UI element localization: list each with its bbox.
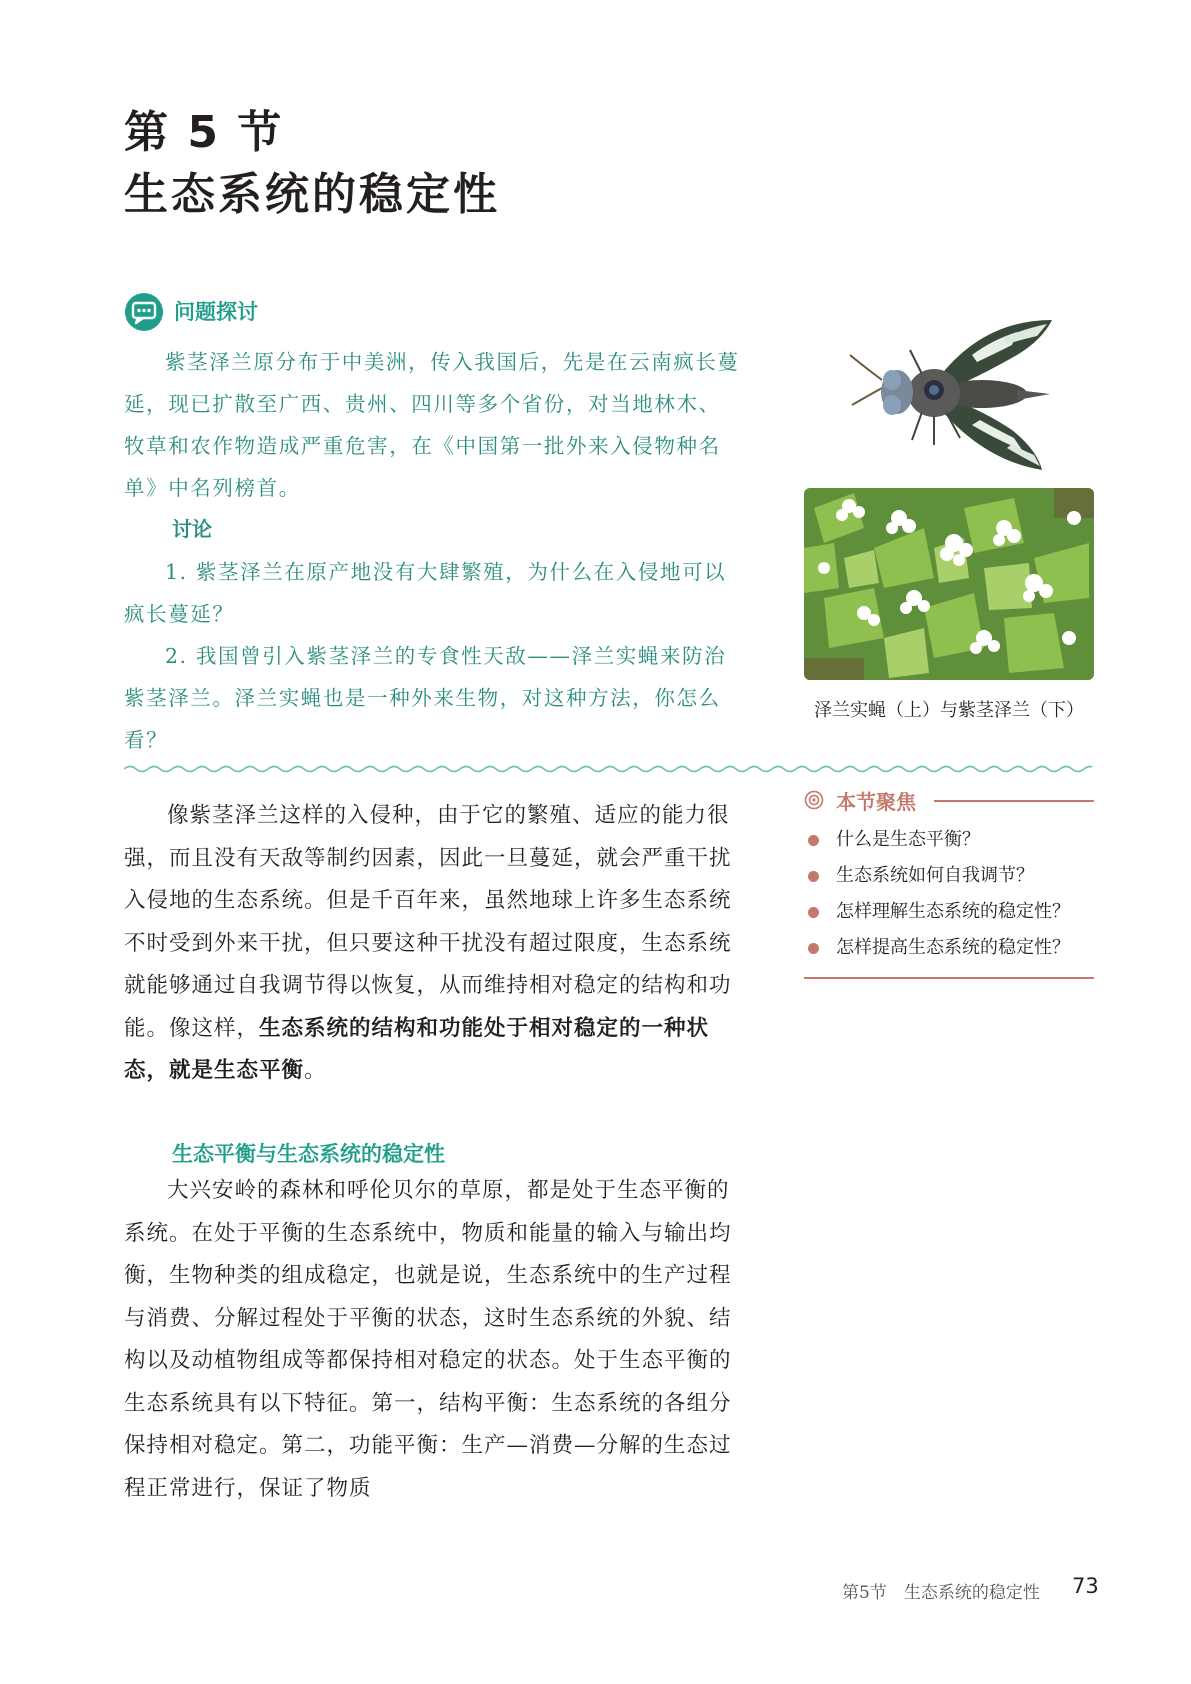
focus-item [804, 930, 1094, 966]
bullet-dot-icon [808, 835, 819, 846]
focus-title: 本节聚焦 [836, 790, 916, 814]
discussion-question-1: 1. 紫茎泽兰在原产地没有大肆繁殖，为什么在入侵地可以疯长蔓延？ [124, 560, 727, 626]
discussion-label: 讨论 [172, 517, 212, 541]
bullet-dot-icon [808, 907, 819, 918]
discussion-heading: 问题探讨 [174, 300, 258, 324]
fruit-fly-illustration [842, 310, 1062, 480]
focus-item-text: 怎样理解生态系统的稳定性？ [836, 901, 1070, 922]
bullet-dot-icon [808, 943, 819, 954]
running-footer: 第5节 生态系统的稳定性 [842, 1583, 1040, 1603]
section-title: 生态系统的稳定性 [124, 169, 500, 220]
subsection-heading: 生态平衡与生态系统的稳定性 [172, 1142, 445, 1166]
discussion-question-2: 2. 我国曾引入紫茎泽兰的专食性天敌——泽兰实蝇来防治紫茎泽兰。泽兰实蝇也是一种外来生物，对这种方法，你怎么看？ [124, 644, 727, 752]
discussion-intro: 紫茎泽兰原分布于中美洲，传入我国后，先是在云南疯长蔓延，现已扩散至广西、贵州、四川等多个省份，对当地林木、牧草和农作物造成严重危害，在《中国第一批外来入侵物种名单》中名列榜首。 [124, 350, 740, 500]
body-paragraph-2: 大兴安岭的森林和呼伦贝尔的草原，都是处于生态平衡的系统。在处于平衡的生态系统中，物质和能量的输入与输出均衡，生物种类的组成稳定，也就是说，生态系统中的生产过程与消费、分解过程处于平衡的状态，这时生态系统的外貌、结构以及动植物组成等都保持相对稳定的状态。处于生态平衡的生态系统具有以下特征。第一，结构平衡：生态系统的各组分保持相对稳定。第二，功能平衡：生产—消费—分解的生态过程正常进行，保证了物质 [124, 1178, 732, 1501]
focus-list [804, 822, 1094, 966]
focus-item [804, 822, 1094, 858]
page-number: 73 [1072, 1574, 1099, 1598]
body-paragraph-1-text: 像紫茎泽兰这样的入侵种，由于它的繁殖、适应的能力很强，而且没有天敌等制约因素，因此一旦蔓延，就会严重干扰入侵地的生态系统。但是千百年来，虽然地球上许多生态系统不时受到外来干扰，但只要这种干扰没有超过限度，生态系统就能够通过自我调节得以恢复，从而维持相对稳定的结构和功能。像这样， [124, 803, 732, 1041]
focus-item-text: 生态系统如何自我调节？ [836, 865, 1034, 886]
white-flower-plant-photo [804, 488, 1094, 680]
body-paragraph-1 [124, 795, 740, 1093]
focus-item [804, 858, 1094, 894]
focus-item-text: 什么是生态平衡？ [836, 829, 980, 850]
bullet-dot-icon [808, 871, 819, 882]
section-number: 第 5 节 [124, 107, 284, 158]
figure-caption: 泽兰实蝇（上）与紫茎泽兰（下） [814, 700, 1084, 721]
key-definition: 生态系统的结构和功能处于相对稳定的一种状态，就是生态平衡 [124, 1015, 710, 1083]
focus-rule-top [934, 800, 1094, 802]
body-paragraph-1-end: 。 [304, 1058, 327, 1083]
chat-bubble-icon [124, 292, 164, 332]
focus-rule-bottom [804, 977, 1094, 979]
target-icon [804, 790, 824, 810]
wavy-divider [124, 764, 1092, 774]
focus-item [804, 894, 1094, 930]
focus-item-text: 怎样提高生态系统的稳定性？ [836, 937, 1070, 958]
